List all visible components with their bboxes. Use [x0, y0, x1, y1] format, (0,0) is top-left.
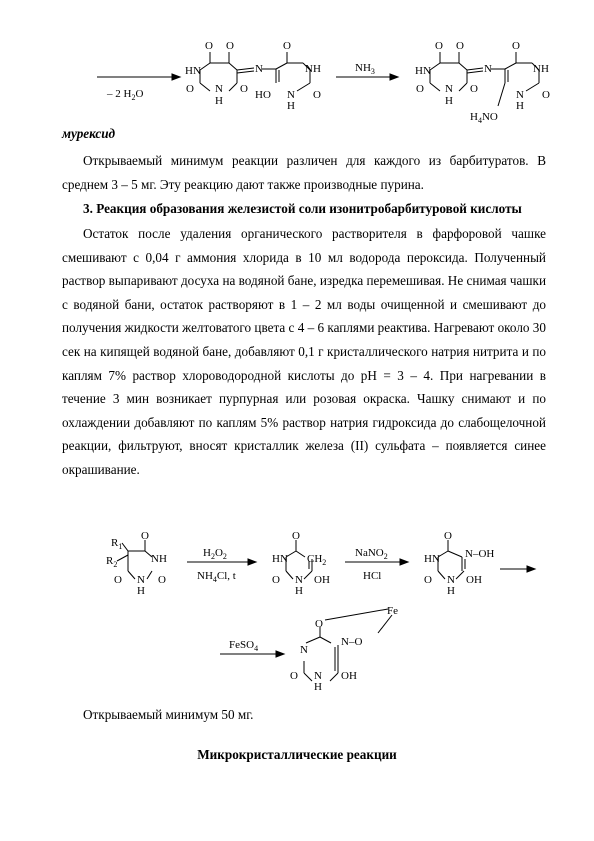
atom-label: O — [240, 83, 248, 95]
paragraph-detection-minimum-50mg: Открываемый минимум 50 мг. — [83, 707, 254, 722]
hydroxyl-label: OH — [341, 670, 357, 682]
atom-label: O — [416, 83, 424, 95]
product-label-murexide: мурексид — [62, 126, 116, 141]
atom-label: N — [255, 63, 263, 75]
nitroso-group-label: N–O — [341, 636, 363, 648]
section-heading-3: 3. Реакция образования железистой соли изонитробарбитуровой кислоты — [83, 201, 522, 216]
atom-label: N — [484, 63, 492, 75]
atom-label: O — [315, 618, 323, 630]
section-heading-microcrystalline: Микрокристаллические реакции — [197, 747, 397, 762]
atom-label: HN — [185, 65, 201, 77]
atom-label: O — [141, 530, 149, 542]
atom-label: N — [295, 574, 303, 586]
atom-label: O — [205, 40, 213, 52]
atom-label: O — [435, 40, 443, 52]
iron-salt-reaction-scheme — [0, 515, 594, 705]
atom-label: O — [456, 40, 464, 52]
atom-label: N — [447, 574, 455, 586]
atom-label: NH — [305, 63, 321, 75]
iron-atom-label: Fe — [387, 605, 398, 617]
atom-label: N — [287, 89, 295, 101]
paragraph-procedure: Остаток после удаления органического растворителя в фарфоровой чашке смешивают с 0,04 г аммония хлорида в 10 мл водорода пероксида. Полученный раствор выпаривают досуха на водяной бане, изредка перемешивая. Не снимая чашки с водяной бани, остаток растворяют в 1 – 2 мл воды очищенной и смешивают до получения жидкости желтоватого цвета с 4 – 6 каплями реактива. Нагревают около 30 сек на кипящей водяной бане, добавляют 0,1 г кристаллического натрия нитрита и по каплям 7% раствор хлороводородной кислоты до pH = 3 – 4. При нагревании в течение 3 мин возникает пурпурная или розовая окраска. Чашку снимают и по охлаждении добавляют по каплям 5% раствор натрия гидроксида до слабощелочной реакции, фильтруют, вносят кристаллик железа (II) сульфата – появляется синее окрашивание. — [62, 226, 547, 477]
atom-label: HN — [272, 553, 288, 565]
ammonium-group-label: $H_4NO$ — [470, 111, 498, 125]
reagent-water-loss: – 2 $H_2O$ — [107, 88, 144, 102]
atom-label: O — [226, 40, 234, 52]
oxime-group-label: N–OH — [465, 548, 495, 560]
atom-label: NH — [533, 63, 549, 75]
reagent-sodium-nitrite: NaNO$_2$ — [355, 547, 388, 561]
atom-label: O — [114, 574, 122, 586]
reagent-hydrogen-peroxide: $H_2O_2$ — [203, 547, 227, 561]
reagent-iron-sulfate: FeSO$_4$ — [229, 639, 259, 653]
atom-label: N — [445, 83, 453, 95]
atom-label: HO — [255, 89, 271, 101]
atom-label: O — [186, 83, 194, 95]
atom-label: H — [215, 95, 223, 107]
methylene-group-label: $CH_2$ — [307, 553, 327, 567]
reagent-ammonia: $NH_3$ — [355, 62, 375, 76]
atom-label: H — [516, 100, 524, 112]
atom-label: HN — [424, 553, 440, 565]
hydroxyl-label: OH — [314, 574, 330, 586]
substituent-r1: $R_1$ — [111, 537, 123, 551]
reagent-ammonium-chloride: $NH_4Cl$, t — [197, 570, 236, 584]
atom-label: O — [292, 530, 300, 542]
atom-label: H — [287, 100, 295, 112]
atom-label: H — [314, 681, 322, 693]
atom-label: H — [447, 585, 455, 597]
atom-label: H — [295, 585, 303, 597]
atom-label: HN — [415, 65, 431, 77]
atom-label: H — [445, 95, 453, 107]
atom-label: O — [444, 530, 452, 542]
paragraph-detection-minimum: Открываемый минимум реакции различен для каждого из барбитуратов. В среднем 3 – 5 мг. Эту реакцию дают также производные пурина. — [62, 153, 546, 192]
atom-label: NH — [151, 553, 167, 565]
atom-label: O — [424, 574, 432, 586]
atom-label: O — [470, 83, 478, 95]
atom-label: O — [283, 40, 291, 52]
atom-label: O — [542, 89, 550, 101]
murexide-reaction-scheme — [0, 0, 594, 125]
atom-label: N — [137, 574, 145, 586]
atom-label: O — [290, 670, 298, 682]
atom-label: O — [158, 574, 166, 586]
atom-label: O — [272, 574, 280, 586]
atom-label: O — [313, 89, 321, 101]
atom-label: N — [215, 83, 223, 95]
atom-label: H — [137, 585, 145, 597]
atom-label: N — [300, 644, 308, 656]
atom-label: N — [516, 89, 524, 101]
reagent-hydrochloric-acid: HCl — [363, 570, 382, 582]
atom-label: O — [512, 40, 520, 52]
atom-label: N — [314, 670, 322, 682]
substituent-r2: $R_2$ — [106, 555, 118, 569]
hydroxyl-label: OH — [466, 574, 482, 586]
